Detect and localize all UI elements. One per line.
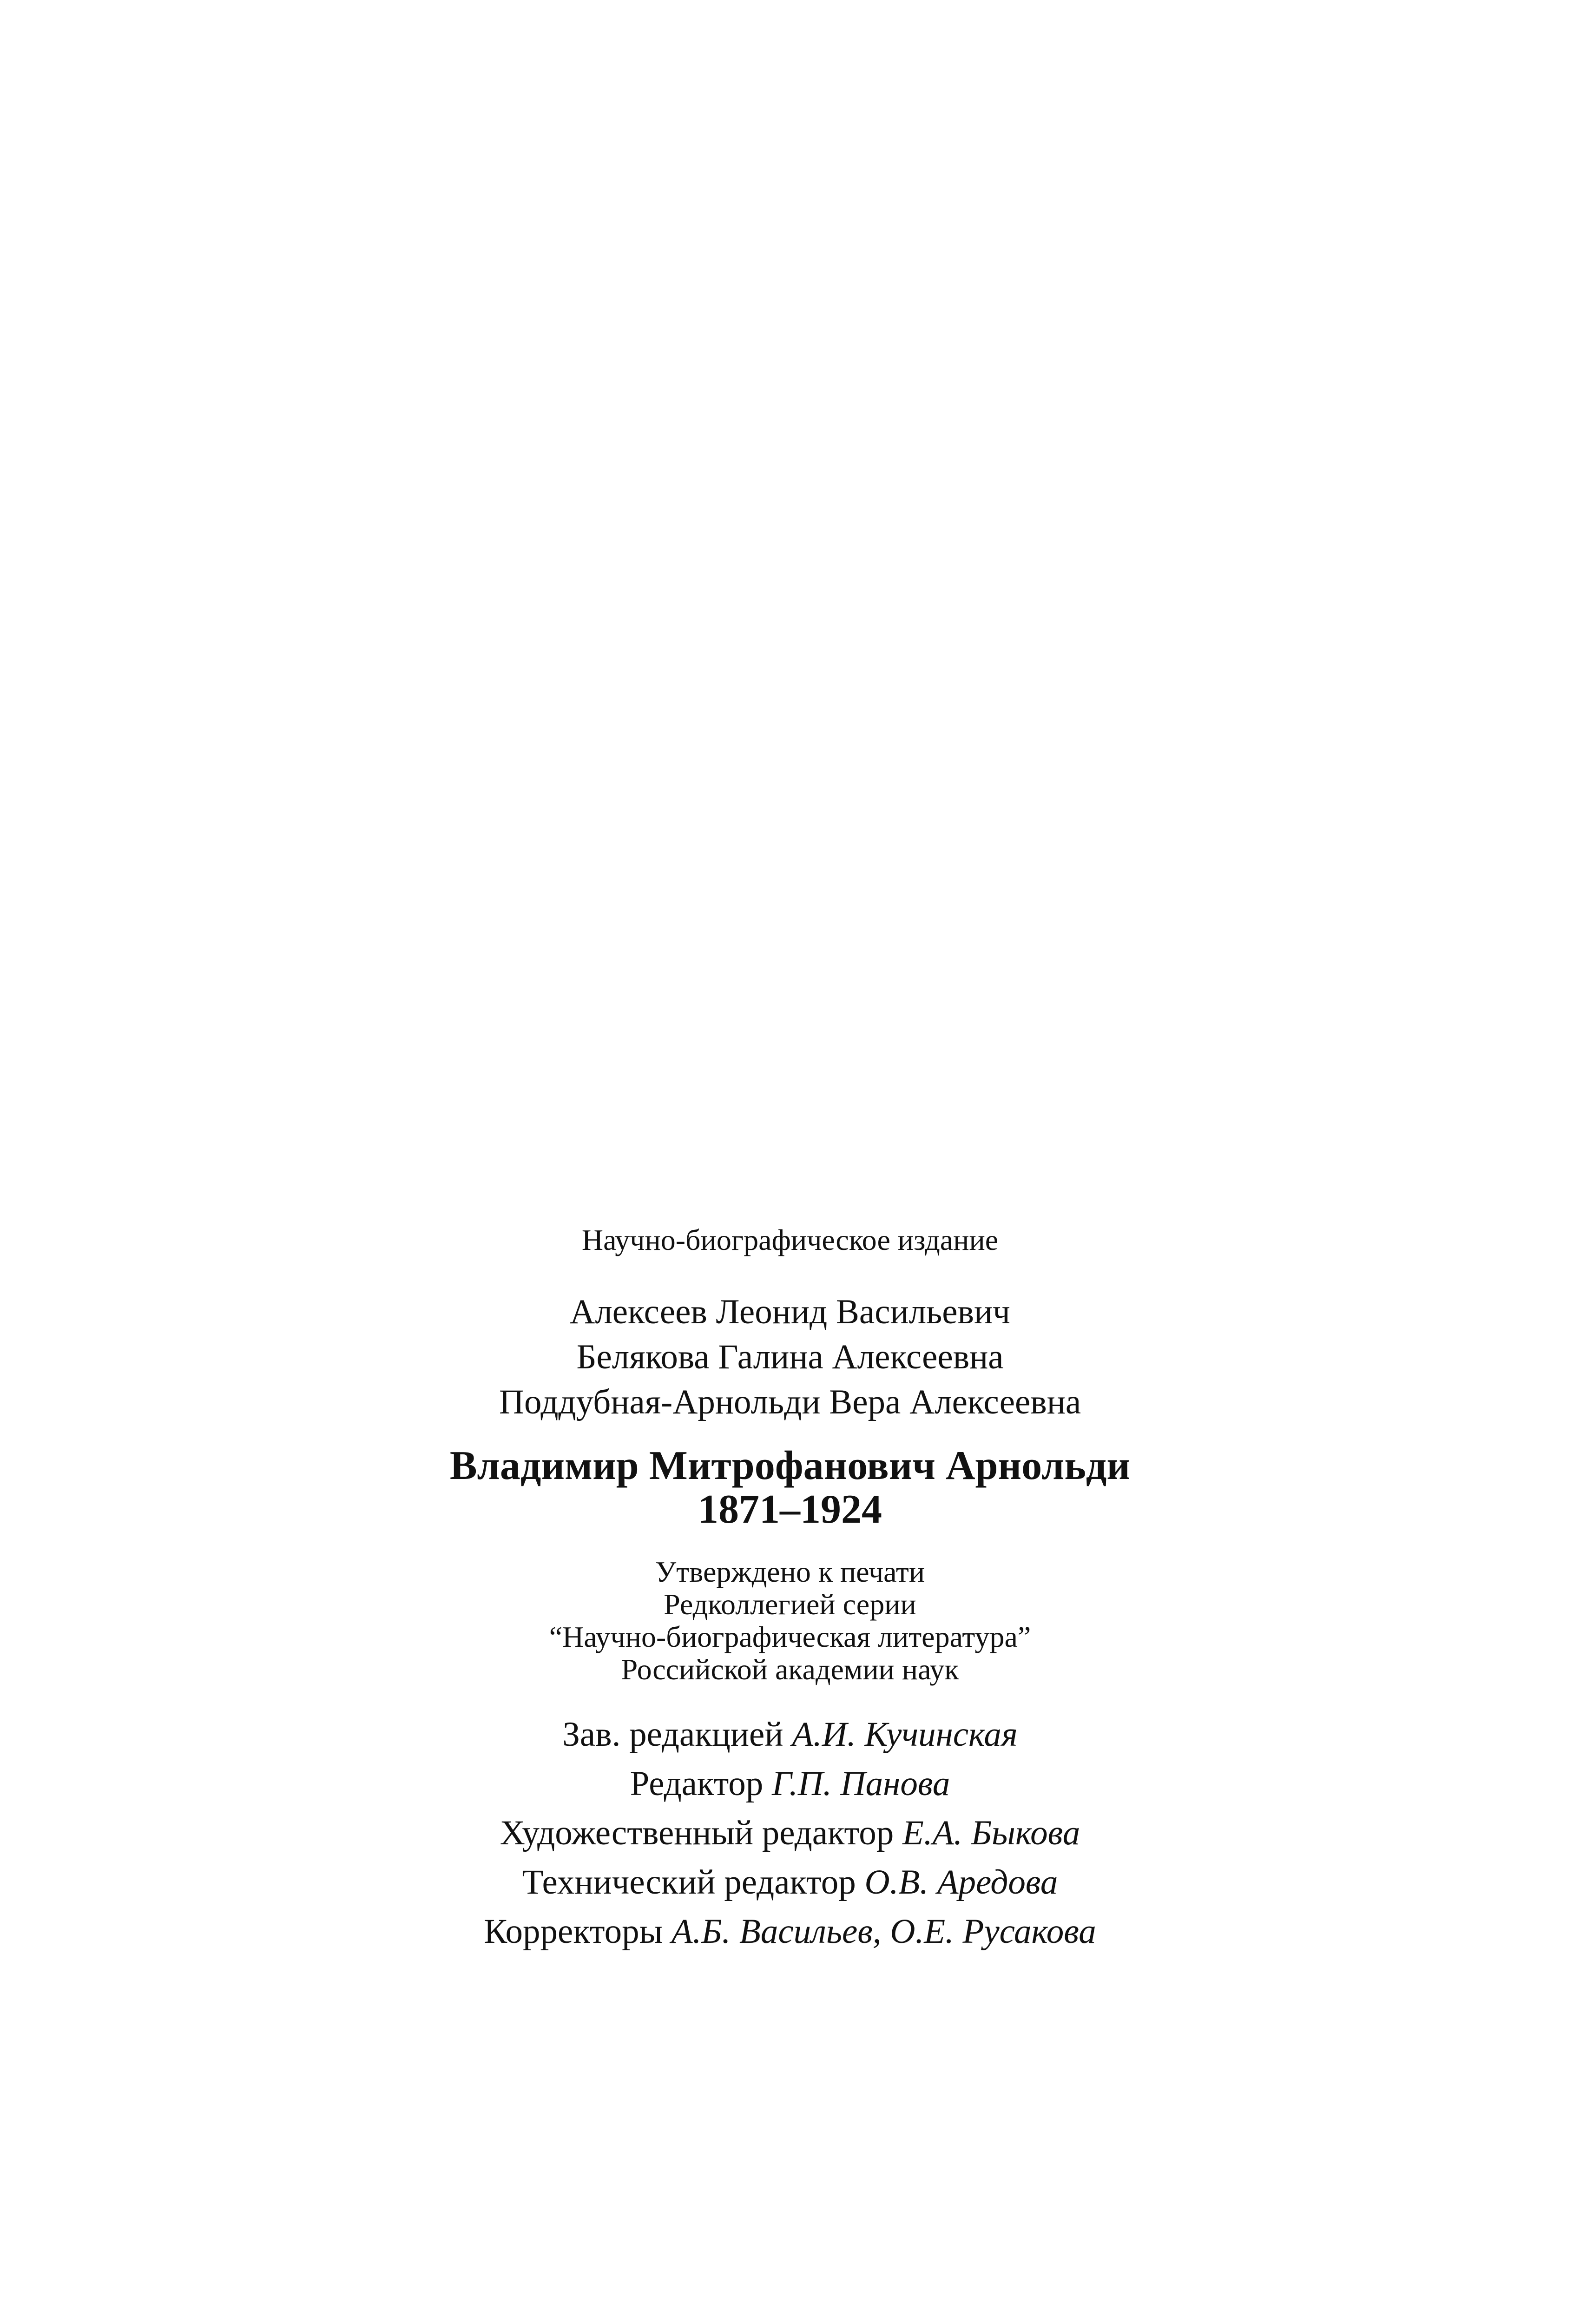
staff-role: Корректоры — [484, 1912, 663, 1951]
staff-name: Е.А. Быкова — [902, 1814, 1080, 1852]
editorial-staff — [0, 1710, 1580, 1956]
staff-name: А.И. Кучинская — [792, 1715, 1018, 1754]
authors-list — [0, 1289, 1580, 1425]
approval-note — [0, 1556, 1580, 1686]
staff-role: Зав. редакцией — [562, 1715, 783, 1754]
book-title — [0, 1444, 1580, 1532]
staff-name: Г.П. Панова — [772, 1764, 950, 1803]
staff-entry — [0, 1710, 1580, 1759]
staff-role: Редактор — [630, 1764, 764, 1803]
title-years: 1871–1924 — [698, 1487, 882, 1532]
staff-entry — [0, 1858, 1580, 1907]
author-name: Белякова Галина Алексеевна — [576, 1338, 1004, 1376]
staff-role: Художественный редактор — [500, 1814, 894, 1852]
approval-line: “Научно-биографическая литература” — [549, 1620, 1031, 1653]
approval-line: Российской академии наук — [621, 1653, 959, 1686]
edition-type: Научно-биографическое издание — [581, 1223, 999, 1256]
title-name: Владимир Митрофанович Арнольди — [449, 1443, 1131, 1488]
imprint-page — [0, 1218, 1580, 1956]
staff-role: Технический редактор — [522, 1863, 856, 1901]
author-name: Поддубная-Арнольди Вера Алексеевна — [499, 1383, 1081, 1421]
staff-entry — [0, 1759, 1580, 1809]
staff-entry — [0, 1907, 1580, 1956]
staff-name: О.В. Аредова — [864, 1863, 1058, 1901]
staff-entry — [0, 1809, 1580, 1858]
staff-name: А.Б. Васильев, О.Е. Русакова — [671, 1912, 1096, 1951]
approval-line: Редколлегией серии — [664, 1588, 916, 1621]
author-name: Алексеев Леонид Васильевич — [570, 1293, 1010, 1331]
approval-line: Утверждено к печати — [655, 1555, 925, 1588]
